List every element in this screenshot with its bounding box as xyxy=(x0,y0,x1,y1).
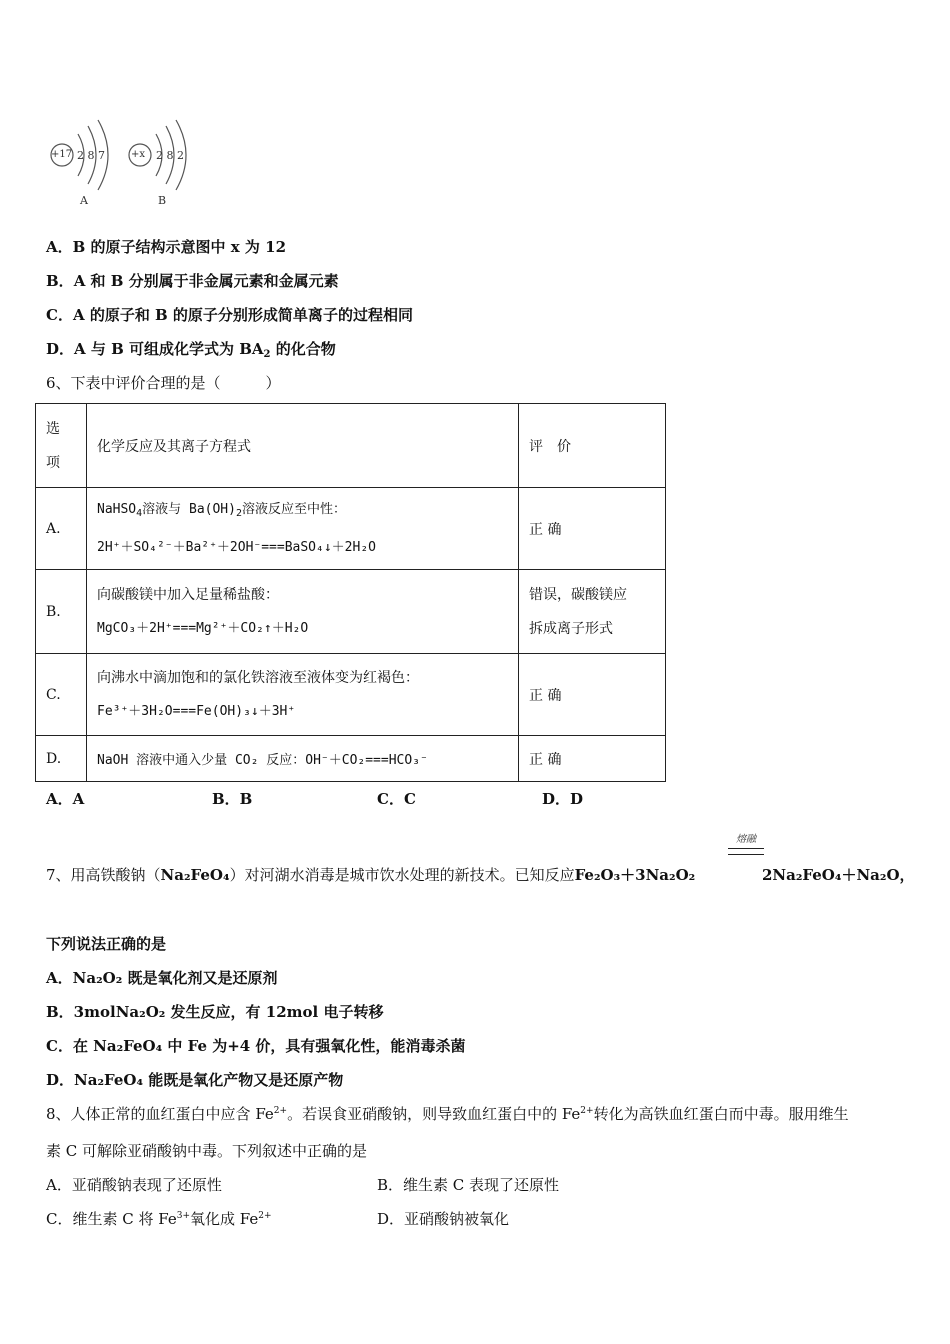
q7-option-b: B．3molNa₂O₂ 发生反应，有 12mol 电子转移 xyxy=(46,1003,384,1021)
q5-option-a: A．B 的原子结构示意图中 x 为 12 xyxy=(46,238,287,256)
q7-option-d: D．Na₂FeO₄ 能既是氧化产物又是还原产物 xyxy=(46,1071,344,1089)
q7-option-a: A．Na₂O₂ 既是氧化剂又是还原剂 xyxy=(46,969,278,987)
row-evaluation: 正 确 xyxy=(519,488,666,570)
table-header-row xyxy=(36,404,666,488)
row-evaluation: 正 确 xyxy=(519,654,666,736)
q6-table xyxy=(35,403,666,782)
electron-shells-a: 2 8 7 xyxy=(77,149,105,162)
q5-option-d: D．A 与 B 可组成化学式为 $BA_2$ 的化合物 xyxy=(46,340,336,360)
q8-option-d: D．亚硝酸钠被氧化 xyxy=(377,1210,510,1228)
q6-answer-c: C．C xyxy=(377,790,416,808)
q8-stem-1: 8、人体正常的血红蛋白中应含 $Fe^{2+}$。若误食亚硝酸钠，则导致血红蛋白中的 $Fe^{2+}$转化为高铁血红蛋白而中毒。服用维生 xyxy=(46,1105,849,1123)
table-row xyxy=(36,488,666,570)
atom-label-b: B xyxy=(158,194,167,207)
q6-answer-d: D．D xyxy=(542,790,584,808)
table-row xyxy=(36,736,666,782)
q8-stem-2: 素 C 可解除亚硝酸钠中毒。下列叙述中正确的是 xyxy=(46,1142,368,1160)
q7-stem-2: 下列说法正确的是 xyxy=(46,935,167,953)
atom-diagram-b xyxy=(120,112,270,212)
q7-stem: 7、用高铁酸钠（Na₂FeO₄）对河湖水消毒是城市饮水处理的新技术。已知反应Fe₂O₃＋3Na₂O₂ xyxy=(46,866,696,884)
equals-bar-bottom xyxy=(728,854,764,855)
electron-shells-b: 2 8 2 xyxy=(156,149,184,162)
row-equation: NaOH 溶液中通入少量 CO₂ 反应：OH⁻＋CO₂===HCO₃⁻ xyxy=(87,736,519,782)
atom-label-a: A xyxy=(80,194,88,207)
q7-equation-right: 2Na₂FeO₄＋Na₂O， xyxy=(762,866,915,884)
row-evaluation: 错误，碳酸镁应 拆成离子形式 xyxy=(519,570,666,654)
nucleus-charge-a: +17 xyxy=(51,149,73,160)
q8-option-a: A．亚硝酸钠表现了还原性 xyxy=(46,1176,222,1194)
row-option: D. xyxy=(36,736,87,782)
row-option: C. xyxy=(36,654,87,736)
reaction-condition: 熔融 xyxy=(736,834,756,845)
q6-stem: 6、下表中评价合理的是（ ） xyxy=(46,374,281,392)
header-equation: 化学反应及其离子方程式 xyxy=(87,404,519,488)
header-evaluation: 评 价 xyxy=(519,404,666,488)
q5-option-b: B．A 和 B 分别属于非金属元素和金属元素 xyxy=(46,272,339,290)
row-option: A. xyxy=(36,488,87,570)
row-equation: 向碳酸镁中加入足量稀盐酸： MgCO₃＋2H⁺===Mg²⁺＋CO₂↑＋H₂O xyxy=(87,570,519,654)
row-equation: NaHSO$_4$溶液与 $Ba(OH)_2$溶液反应至中性： 2H⁺＋SO₄²⁻＋Ba²⁺＋2OH⁻===BaSO₄↓＋2H₂O xyxy=(87,488,519,570)
table-row xyxy=(36,654,666,736)
q8-option-c: C．维生素 C 将 $Fe^{3+}$氧化成 $Fe^{2+}$ xyxy=(46,1210,272,1228)
equals-bar-top xyxy=(728,848,764,849)
header-option: 选 项 xyxy=(36,404,87,488)
q7-option-c: C．在 Na₂FeO₄ 中 Fe 为+4 价，具有强氧化性，能消毒杀菌 xyxy=(46,1037,466,1055)
q6-answer-a: A．A xyxy=(46,790,85,808)
q5-option-c: C．A 的原子和 B 的原子分别形成简单离子的过程相同 xyxy=(46,306,413,324)
row-evaluation: 正 确 xyxy=(519,736,666,782)
row-option: B. xyxy=(36,570,87,654)
nucleus-charge-b: +x xyxy=(131,149,146,160)
q8-option-b: B．维生素 C 表现了还原性 xyxy=(377,1176,560,1194)
q6-answer-b: B．B xyxy=(212,790,253,808)
table-row xyxy=(36,570,666,654)
row-equation: 向沸水中滴加饱和的氯化铁溶液至液体变为红褐色： Fe³⁺＋3H₂O===Fe(OH)₃↓＋3H⁺ xyxy=(87,654,519,736)
